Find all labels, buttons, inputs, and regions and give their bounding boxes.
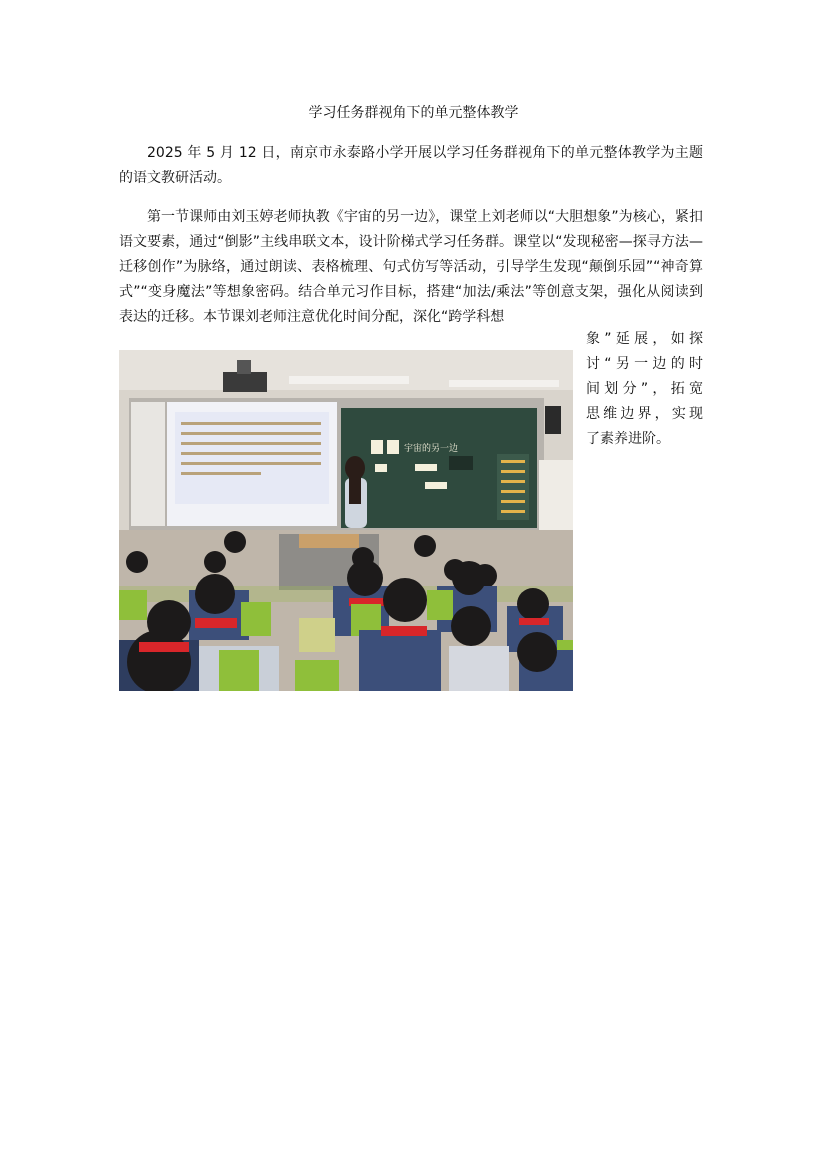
side-line: 讨“另一边的时 xyxy=(586,356,703,372)
document-title: 学习任务群视角下的单元整体教学 xyxy=(308,105,519,121)
paragraph-lesson: 第一节课师由刘玉婷老师执教《宇宙的另一边》，课堂上刘老师以“大胆想象”为核心，紧扣语文要素，通过“倒影”主线串联文本，设计阶梯式学习任务群。课堂以“发现秘密—探寻方法—迁移创作”为脉络，通过朗读、表格梳理、句式仿写等活动，引导学生发现“颠倒乐园”“神奇算式”“变身魔法”等想象密码。结合单元习作目标，搭建“加法/乘法”等创意支架，强化从阅读到表达的迁移。本节课刘老师注意优化时间分配，深化“跨学科想 xyxy=(119,209,703,325)
side-line: 思维边界，实现 xyxy=(586,406,703,422)
paragraph-lesson-continued xyxy=(586,327,703,452)
side-line: 间划分”，拓宽 xyxy=(586,381,703,397)
side-line: 了素养进阶。 xyxy=(586,431,670,447)
classroom-photo xyxy=(119,350,573,691)
side-line: 象”延展，如探 xyxy=(586,331,703,347)
blackboard-title: 宇宙的另一边 xyxy=(404,444,459,454)
paragraph-intro: 2025 年 5 月 12 日，南京市永泰路小学开展以学习任务群视角下的单元整体教学为主题的语文教研活动。 xyxy=(119,145,703,186)
classroom-photo-illustration xyxy=(119,350,573,691)
